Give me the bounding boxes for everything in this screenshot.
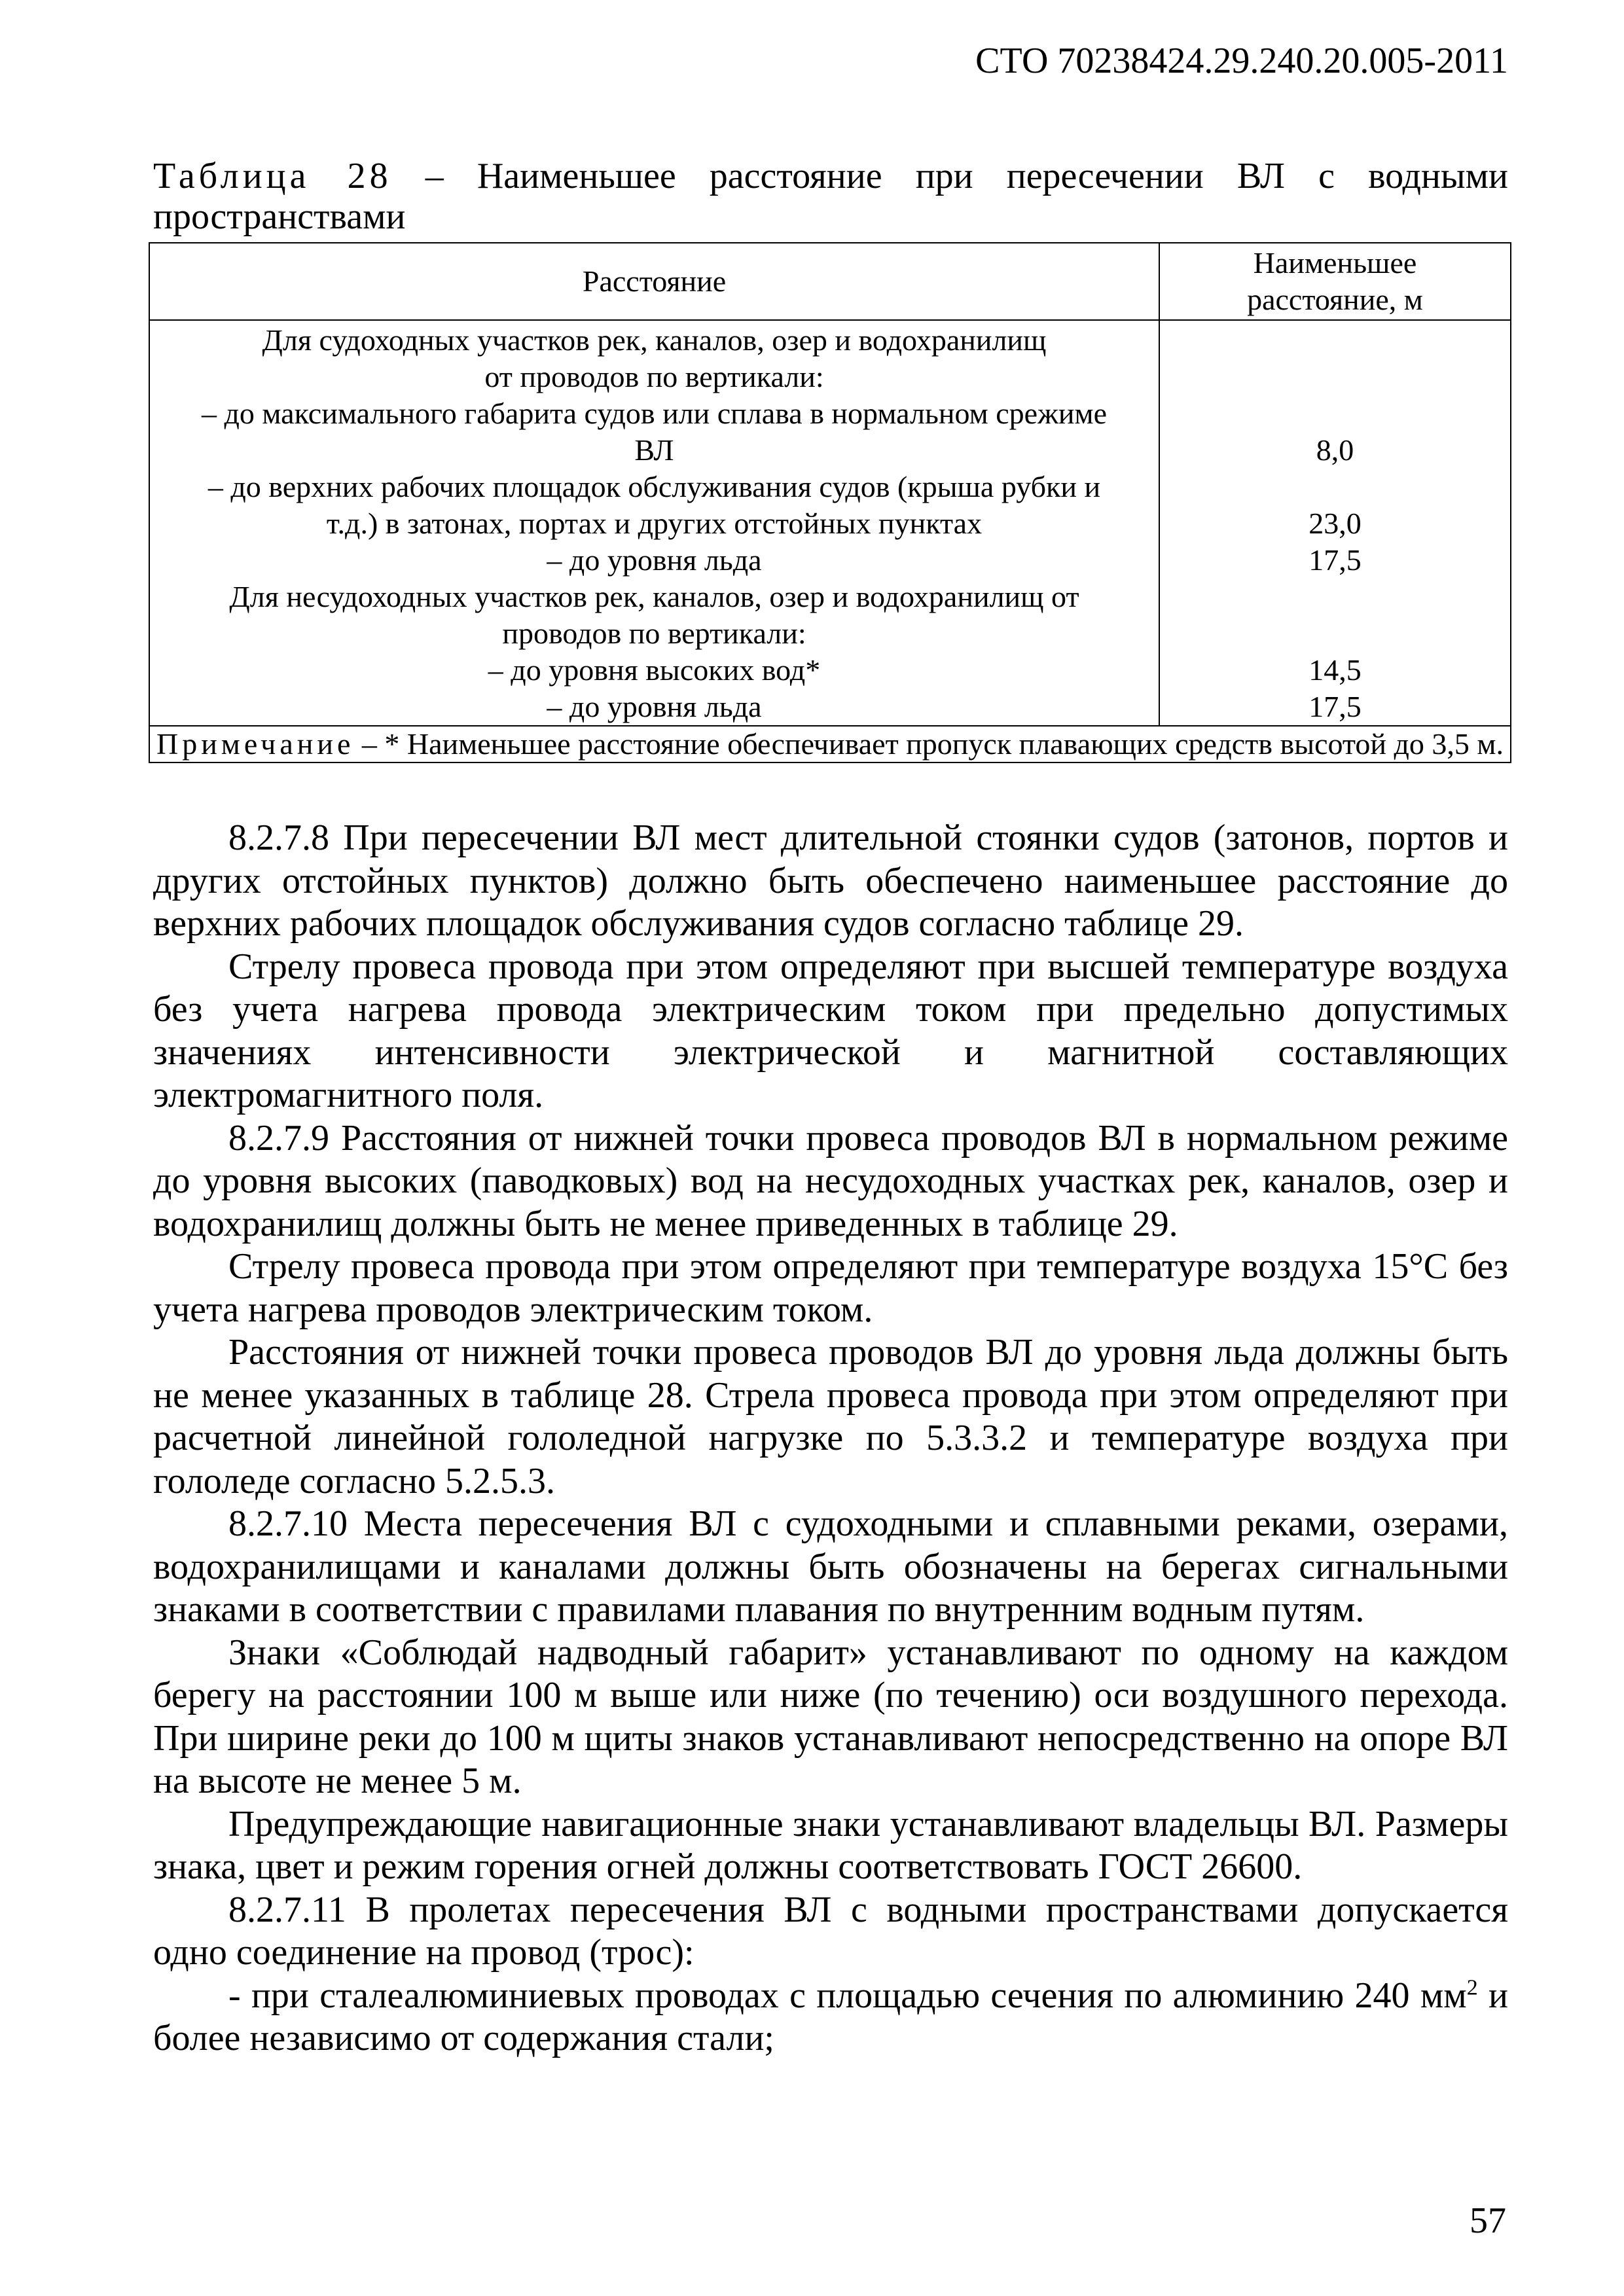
distance-table <box>149 242 1511 763</box>
table-row-text: – до максимального габарита судов или сплава в нормальном срежиме <box>201 397 1107 430</box>
table-body-row <box>149 320 1511 726</box>
paragraph-8-2-7-8: 8.2.7.8 При пересечении ВЛ мест длительной стоянки судов (затонов, портов и других отстойных пунктов) должно быть обеспечено наименьшее расстояние до верхних рабочих площадок обслуживания судов согласно таблице 29. <box>153 817 1508 944</box>
table-row-text: проводов по вертикали: <box>502 617 806 650</box>
table-row-value <box>1163 615 1507 652</box>
paragraph: Расстояния от нижней точки провеса проводов ВЛ до уровня льда должны быть не менее указанных в таблице 28. Стрела провеса провода при этом определяют при расчетной линейной гололедной нагрузке по 5.3.3.2 и температуре воздуха при гололеде согласно 5.2.5.3. <box>153 1332 1508 1501</box>
table-caption-text: – Наименьшее расстояние при пересечении ВЛ с водными пространствами <box>153 156 1509 237</box>
table-row-value <box>1163 579 1507 615</box>
distance-values-cell <box>1159 320 1511 726</box>
paragraph: Стрелу провеса провода при этом определяют при высшей температуре воздуха без учета нагрева провода электрическим током при предельно допустимых значениях интенсивности электрической и магнитной составляющих электромагнитного поля. <box>153 946 1508 1115</box>
list-item-text-end: и более независимо от содержания стали; <box>153 1975 1508 2058</box>
column-header-distance: Расстояние <box>149 243 1159 320</box>
table-note <box>149 726 1511 762</box>
document-code: СТО 70238424.29.240.20.005-2011 <box>975 41 1508 81</box>
paragraph-8-2-7-10: 8.2.7.10 Места пересечения ВЛ с судоходными и сплавными реками, озерами, водохранилищами и каналами должны быть обозначены на берегах сигнальными знаками в соответствии с правилами плавания по внутренним водным путям. <box>153 1503 1508 1630</box>
table-note-label: Примечание <box>156 727 355 761</box>
column-header-min-distance-text: Наименьшее расстояние, м <box>1247 246 1423 316</box>
table-row-value: 17,5 <box>1308 543 1362 577</box>
column-header-min-distance <box>1159 243 1511 320</box>
table-row-value: 17,5 <box>1308 690 1362 723</box>
paragraph-8-2-7-11: 8.2.7.11 В пролетах пересечения ВЛ с водными пространствами допускается одно соединение на провод (трос): <box>153 1889 1508 1973</box>
table-row-text: т.д.) в затонах, портах и других отстойных пунктах <box>326 507 983 540</box>
distance-descriptions-cell <box>149 320 1159 726</box>
table-header-row <box>149 243 1511 320</box>
paragraph: Предупреждающие навигационные знаки устанавливают владельцы ВЛ. Размеры знака, цвет и режим горения огней должны соответствовать ГОСТ 26600. <box>153 1803 1508 1887</box>
table-row-value: 14,5 <box>1308 653 1362 687</box>
table-row-text: – до уровня льда <box>547 690 762 723</box>
table-row-value <box>1163 322 1507 359</box>
page-number: 57 <box>1470 2200 1506 2241</box>
table-note-row <box>149 726 1511 762</box>
paragraph: Знаки «Соблюдай надводный габарит» устанавливают по одному на каждом берегу на расстоянии 100 м выше или ниже (по течению) оси воздушного перехода. При ширине реки до 100 м щиты знаков устанавливают непосредственно на опоре ВЛ на высоте не менее 5 м. <box>153 1632 1508 1801</box>
table-row-value: 23,0 <box>1308 507 1362 540</box>
table-note-text: – * Наименьшее расстояние обеспечивает пропуск плавающих средств высотой до 3,5 м. <box>354 727 1504 761</box>
list-item-text: - при сталеалюминиевых проводах с площадью сечения по алюминию 240 мм <box>228 1975 1467 2016</box>
table-row-value: 8,0 <box>1316 433 1354 467</box>
table-row-text: ВЛ <box>634 433 674 467</box>
body-text <box>153 817 1508 2060</box>
paragraph-8-2-7-9: 8.2.7.9 Расстояния от нижней точки провеса проводов ВЛ в нормальном режиме до уровня высоких (паводковых) вод на несудоходных участках рек, каналов, озер и водохранилищ должны быть не менее приведенных в таблице 29. <box>153 1117 1508 1244</box>
table-row-text: – до верхних рабочих площадок обслуживания судов (крыша рубки и <box>208 470 1101 503</box>
superscript: 2 <box>1466 1975 1478 2000</box>
table-row-value <box>1163 469 1507 505</box>
table-row-text: от проводов по вертикали: <box>484 360 824 393</box>
paragraph: Стрелу провеса провода при этом определяют при температуре воздуха 15°С без учета нагрева проводов электрическим током. <box>153 1246 1508 1330</box>
paragraph-list-item <box>153 1975 1508 2060</box>
table-row-value <box>1163 395 1507 432</box>
table-row-text: – до уровня льда <box>547 543 762 577</box>
table-row-text: Для судоходных участков рек, каналов, озер и водохранилищ <box>262 323 1047 357</box>
table-row-value <box>1163 359 1507 395</box>
table-caption <box>153 156 1508 237</box>
table-row-text: – до уровня высоких вод* <box>488 653 821 687</box>
table-caption-label: Таблица 28 <box>153 156 392 196</box>
table-row-text: Для несудоходных участков рек, каналов, озер и водохранилищ от <box>229 580 1079 613</box>
